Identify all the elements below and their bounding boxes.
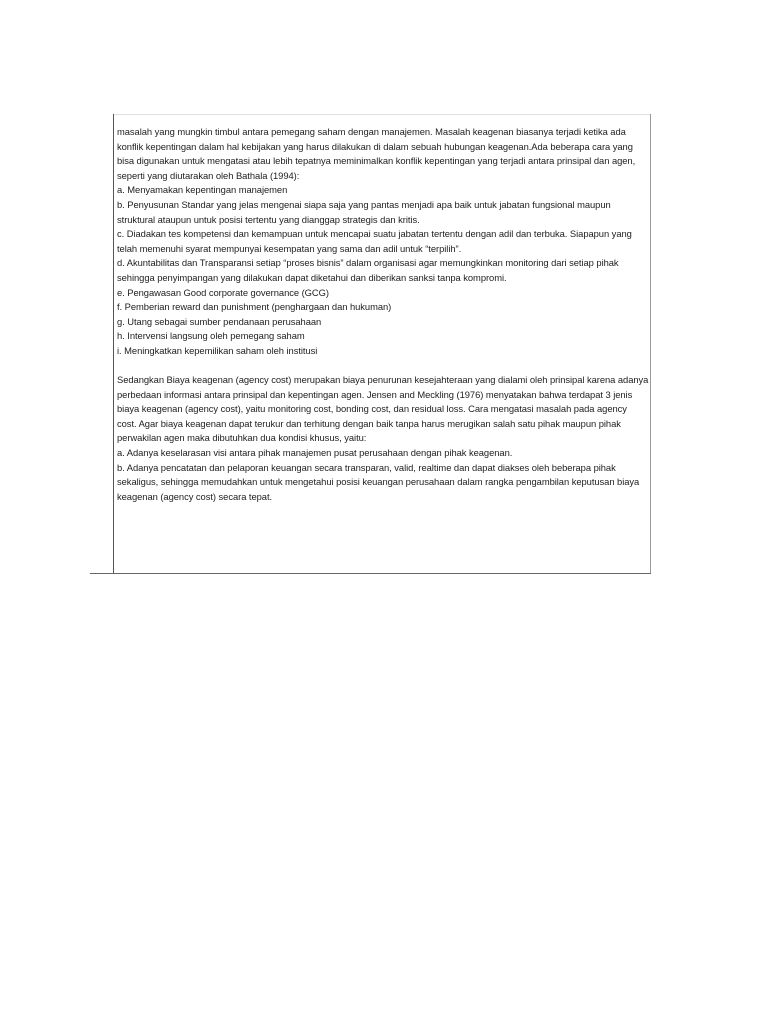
paragraph-spacer	[117, 359, 649, 374]
document-frame-bottom-border	[90, 573, 651, 574]
document-body	[117, 125, 649, 504]
list-item: b. Penyusunan Standar yang jelas mengenai siapa saja yang pantas menjadi apa baik untuk jabatan fungsional maupun struktural ataupun untuk posisi tertentu yang dianggap strategis dan kritis.	[117, 198, 611, 225]
condition-item: a. Adanya keselarasan visi antara pihak manajemen pusat perusahaan dengan pihak keagenan.	[117, 447, 513, 459]
list-item: f. Pemberian reward dan punishment (penghargaan dan hukuman)	[117, 301, 392, 313]
list-item: h. Intervensi langsung oleh pemegang saham	[117, 330, 305, 342]
list-item: d. Akuntabilitas dan Transparansi setiap “proses bisnis” dalam organisasi agar memungkinkan monitoring dari setiap pihak sehingga penyimpangan yang dilakukan dapat diketahui dan diberikan sanksi tanpa kompromi.	[117, 257, 619, 283]
list-item: e. Pengawasan Good corporate governance (GCG)	[117, 286, 329, 298]
condition-item: b. Adanya pencatatan dan pelaporan keuangan secara transparan, valid, realtime dan dapat diakses oleh beberapa pihak sekaligus, sehingga memudahkan untuk mengetahui posisi keuangan perusahaan dalam rangka pengambilan keputusan biaya keagenan (agency cost) secara tepat.	[117, 461, 640, 502]
list-item: c. Diadakan tes kompetensi dan kemampuan untuk mencapai suatu jabatan tertentu dengan adil dan terbuka. Siapapun yang telah memenuhi syarat mempunyai kesempatan yang sama dan adil untuk “terpilih”.	[117, 228, 632, 254]
list-item: a. Menyamakan kepentingan manajemen	[117, 184, 288, 196]
agency-cost-paragraph: Sedangkan Biaya keagenan (agency cost) merupakan biaya penurunan kesejahteraan yang dialami oleh prinsipal karena adanya perbedaan informasi antara prinsipal dan kepentingan agen. Jensen and Meckling (1976) menyatakan bahwa terdapat 3 jenis biaya keagenan (agency cost), yaitu monitoring cost, bonding cost, dan residual loss. Cara mengatasi masalah pada agency cost. Agar biaya keagenan dapat terukur dan terhitung dengan baik tanpa harus merugikan salah satu pihak maupun pihak perwakilan agen maka dibutuhkan dua kondisi khusus, yaitu:	[117, 374, 649, 444]
intro-paragraph: masalah yang mungkin timbul antara pemegang saham dengan manajemen. Masalah keagenan biasanya terjadi ketika ada konflik kepentingan dalam hal kebijakan yang harus dilakukan di dalam sebuah hubungan keagenan.Ada beberapa cara yang bisa digunakan untuk mengatasi atau lebih tepatnya meminimalkan konflik kepentingan yang terjadi antara prinsipal dan agen, seperti yang diutarakan oleh Bathala (1994):	[117, 126, 636, 181]
list-item: i. Meningkatkan kepemilikan saham oleh institusi	[117, 344, 318, 356]
list-item: g. Utang sebagai sumber pendanaan perusahaan	[117, 315, 322, 327]
